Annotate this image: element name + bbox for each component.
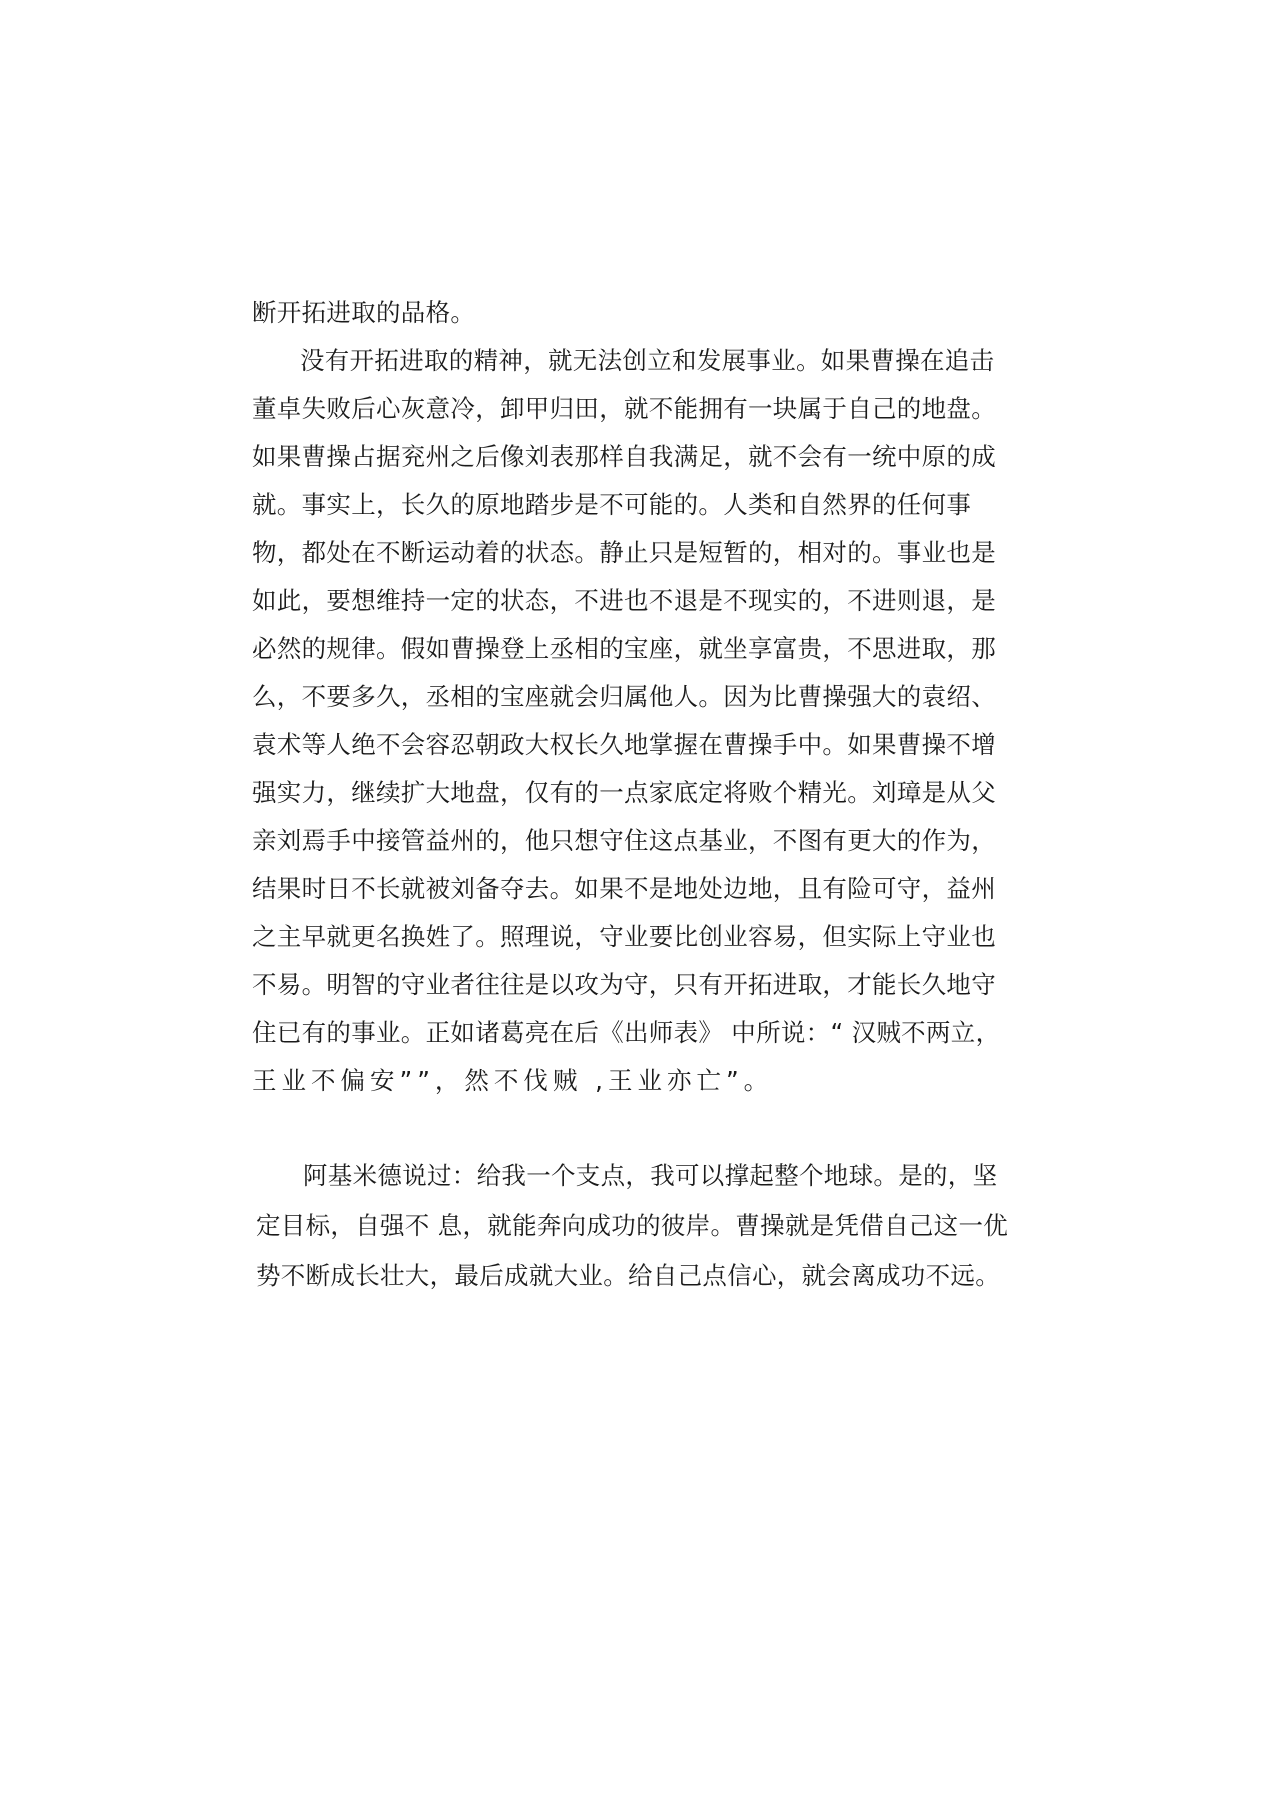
paragraph-2-line-16: 王业不偏安””，然不伐贼 ,王业亦亡”。: [252, 1066, 774, 1095]
paragraph-2-line-12: 结果时日不长就被刘备夺去。如果不是地处边地，且有险可守，益州: [252, 874, 996, 903]
paragraph-2-line-5: 物，都处在不断运动着的状态。静止只是短暂的，相对的。事业也是: [252, 538, 996, 567]
paragraph-2-line-9: 袁术等人绝不会容忍朝政大权长久地掌握在曹操手中。如果曹操不增: [252, 730, 996, 759]
paragraph-2-line-11: 亲刘焉手中接管益州的，他只想守住这点基业，不图有更大的作为，: [252, 826, 996, 855]
paragraph-2-line-1: 没有开拓进取的精神，就无法创立和发展事业。如果曹操在追击: [300, 346, 995, 375]
paragraph-2-line-4: 就。事实上，长久的原地踏步是不可能的。人类和自然界的任何事: [252, 490, 972, 519]
paragraph-2-line-8: 么，不要多久，丞相的宝座就会归属他人。因为比曹操强大的袁绍、: [252, 682, 996, 711]
paragraph-2-line-15: 住已有的事业。正如诸葛亮在后《出师表》 中所说：“ 汉贼不两立，: [252, 1018, 1001, 1047]
paragraph-3-line-2: 定目标，自强不 息，就能奔向成功的彼岸。曹操就是凭借自己这一优: [256, 1211, 1009, 1240]
paragraph-3-line-3: 势不断成长壮大，最后成就大业。给自己点信心，就会离成功不远。: [256, 1261, 1000, 1290]
paragraph-2-line-2: 董卓失败后心灰意冷，卸甲归田，就不能拥有一块属于自己的地盘。: [252, 394, 996, 423]
paragraph-2-line-10: 强实力，继续扩大地盘，仅有的一点家底定将败个精光。刘璋是从父: [252, 778, 996, 807]
paragraph-2-line-13: 之主早就更名换姓了。照理说，守业要比创业容易，但实际上守业也: [252, 922, 996, 951]
paragraph-3-line-1: 阿基米德说过：给我一个支点，我可以撑起整个地球。是的，坚: [303, 1161, 998, 1190]
paragraph-2-line-6: 如此，要想维持一定的状态，不进也不退是不现实的，不进则退，是: [252, 586, 996, 615]
paragraph-2-line-14: 不易。明智的守业者往往是以攻为守，只有开拓进取，才能长久地守: [252, 970, 996, 999]
paragraph-2-line-3: 如果曹操占据兖州之后像刘表那样自我满足，就不会有一统中原的成: [252, 442, 996, 471]
paragraph-2-line-7: 必然的规律。假如曹操登上丞相的宝座，就坐享富贵，不思进取，那: [252, 634, 996, 663]
paragraph-1-line-1: 断开拓进取的品格。: [252, 298, 476, 327]
